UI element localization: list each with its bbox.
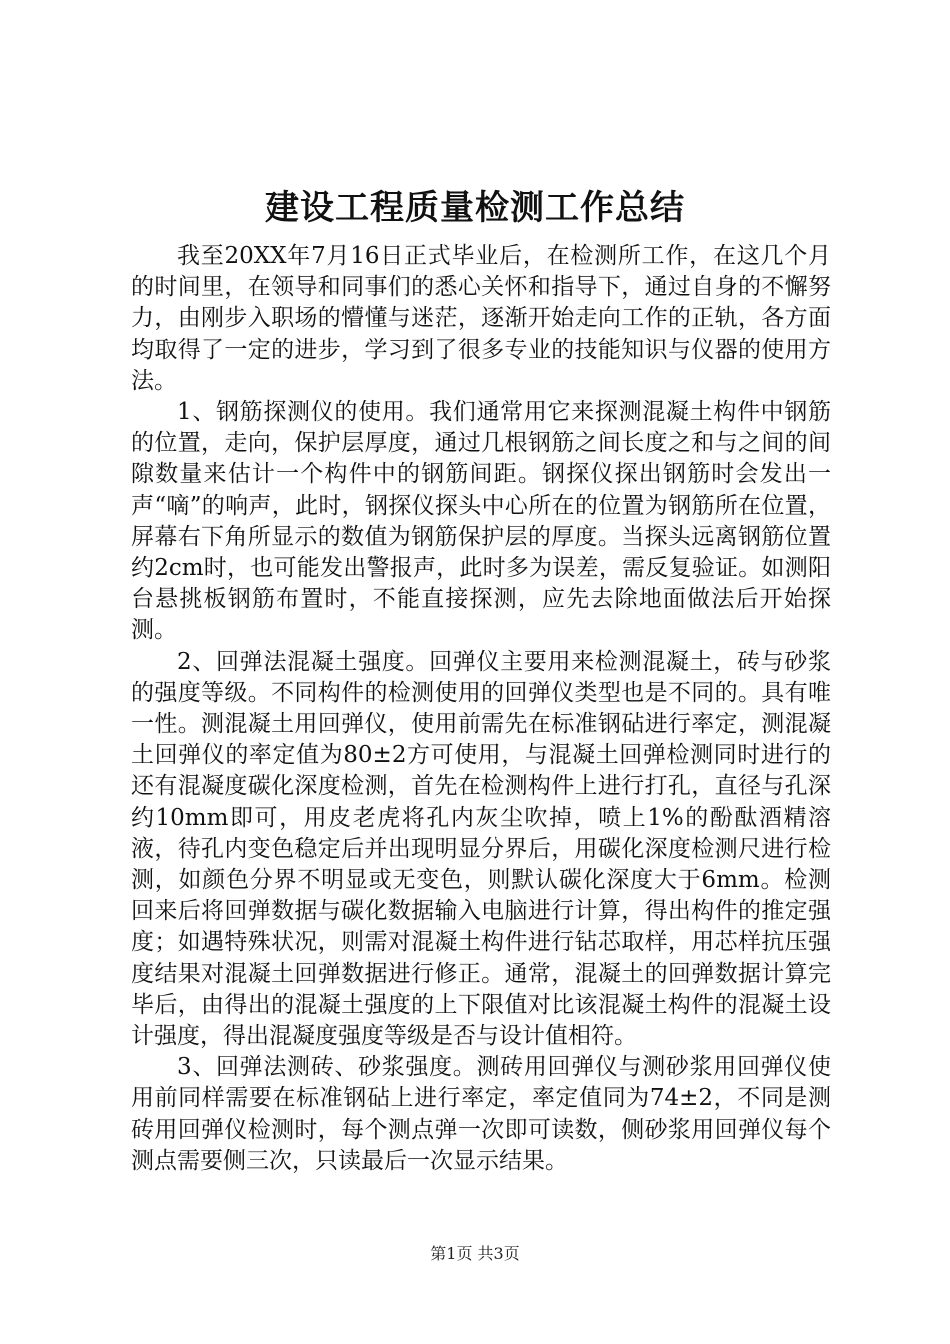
paragraph-intro: 我至20XX年7月16日正式毕业后，在检测所工作，在这几个月的时间里，在领导和同事们的悉心关怀和指导下，通过自身的不懈努力，由刚步入职场的懵懂与迷茫，逐渐开始走向工作的正轨，各方面均取得了一定的进步，学习到了很多专业的技能知识与仪器的使用方法。 xyxy=(131,243,831,394)
page-number-footer: 第1页 共3页 xyxy=(430,1244,520,1263)
paragraph-rebound-brick-mortar: 3、回弹法测砖、砂浆强度。测砖用回弹仪与测砂浆用回弹仪使用前同样需要在标准钢砧上进行率定，率定值同为74±2，不同是测砖用回弹仪检测时，每个测点弹一次即可读数，侧砂浆用回弹仪每个测点需要侧三次，只读最后一次显示结果。 xyxy=(131,1054,831,1174)
document-title: 建设工程质量检测工作总结 xyxy=(265,188,685,228)
paragraph-rebound-concrete: 2、回弹法混凝土强度。回弹仪主要用来检测混凝土，砖与砂浆的强度等级。不同构件的检测使用的回弹仪类型也是不同的。具有唯一性。测混凝土用回弹仪，使用前需先在标准钢砧进行率定，测混凝土回弹仪的率定值为80±2方可使用，与混凝土回弹检测同时进行的还有混凝度碳化深度检测，首先在检测构件上进行打孔，直径与孔深约10mm即可，用皮老虎将孔内灰尘吹掉，喷上1%的酚酞酒精溶液，待孔内变色稳定后并出现明显分界后，用碳化深度检测尺进行检测，如颜色分界不明显或无变色，则默认碳化深度大于6mm。检测回来后将回弹数据与碳化数据输入电脑进行计算，得出构件的推定强度；如遇特殊状况，则需对混凝土构件进行钻芯取样，用芯样抗压强度结果对混凝土回弹数据进行修正。通常，混凝土的回弹数据计算完毕后，由得出的混凝土强度的上下限值对比该混凝土构件的混凝土设计强度，得出混凝度强度等级是否与设计值相符。 xyxy=(131,648,831,1050)
paragraph-rebar-detector: 1、钢筋探测仪的使用。我们通常用它来探测混凝土构件中钢筋的位置，走向，保护层厚度，通过几根钢筋之间长度之和与之间的间隙数量来估计一个构件中的钢筋间距。钢探仪探出钢筋时会发出一声“嘀”的响声，此时，钢探仪探头中心所在的位置为钢筋所在位置，屏幕右下角所显示的数值为钢筋保护层的厚度。当探头远离钢筋位置约2cm时，也可能发出警报声，此时多为误差，需反复验证。如测阳台悬挑板钢筋布置时，不能直接探测，应先去除地面做法后开始探测。 xyxy=(131,399,831,644)
document-body xyxy=(131,241,831,1177)
